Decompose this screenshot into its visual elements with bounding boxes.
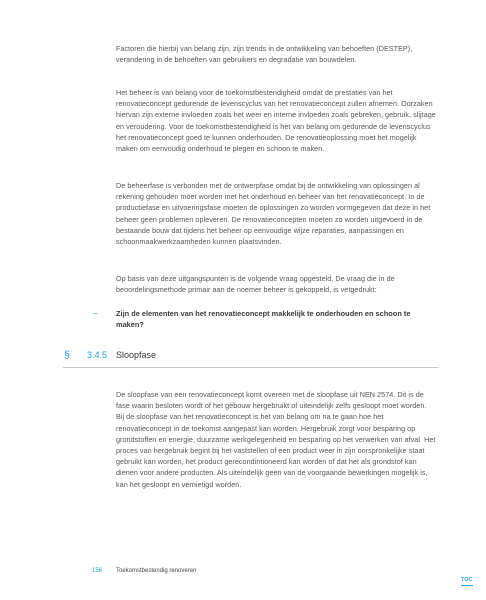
toc-link[interactable]: TOC (461, 577, 473, 583)
beheerfase-paragraph: De beheerfase is verbonden met de ontwerpfase omdat bij de ontwikkeling van oplossingen al rekening gehouden moet worden met het onderhoud en beheer van het renovatieconcept. In de productiefase en uitvoeringsfase moeten de oplossingen zo worden vormgegeven dat deze in het beheer geen problemen opleveren. De renovatieconcepten moeten zo worden uitgevoerd in de bestaande bouw dat tijdens het beheer op eenvoudige wijze reparaties, aanpassingen en schoonmaakwerkzaamheden kunnen plaatsvinden. (116, 181, 431, 247)
question-text: Zijn de elementen van het renovatieconcept makkelijk te onderhouden en schoon te maken? (116, 309, 411, 330)
uitgangspunten-paragraph: Op basis van deze uitgangspunten is de volgende vraag opgesteld. De vraag die in de beoordelingsmethode primair aan de noemer beheer is gekoppeld, is vetgedrukt: (116, 274, 395, 295)
page-footer (92, 567, 197, 575)
section-divider (63, 367, 438, 368)
sloopfase-paragraph: De sloopfase van een renovatieconcept komt overeen met de sloopfase uit NEN 2574. Dit is de fase waarin besloten wordt of het gebouw hergebruikt of uiteindelijk zelfs gesloopt moet worden. Bij de sloopfase van het renovatieconcept is het van belang om na te gaan hoe het renovatieconcept in de toekomst aangepast kan worden. Hergebruik zorgt voor besparing op grondstoffen en energie, duurzame werkgelegenheid en besparing op het verwerken van afval. Het proces van hergebruik begint bij het vaststellen of een product weer in zijn oorspronkelijke staat gebruikt kan worden, het product gerecondintioneerd kan worden of dat het als grondstof kan dienen voor andere producten. Als uiteindelijk geen van de voorgaande bewerkingen mogelijk is, kan het gesloopt en vernietigd worden. (116, 390, 436, 489)
page-number: 156 (92, 568, 103, 574)
section-number: 3.4.5 (87, 350, 108, 360)
beheer-paragraph: Het beheer is van belang voor de toekomstbestendigheid omdat de prestaties van het renovatieconcept gedurende de levenscyclus van het renovatieconcept zullen afnemen. Oorzaken hiervan zijn externe invloeden zoals het weer en interne invloeden zoals gebreken, gebruik, slijtage en veroudering. Voor de toekomstbestendigheid is het van belang om gedurende de levenscyclus het renovatieconcept goed te kunnen onderhouden. De renovatieoplossing moet het mogelijk maken om eenvoudig onderhoud te plegen en schoon te maken. (116, 88, 436, 154)
dash-bullet-icon: – (93, 309, 98, 318)
section-title: Sloopfase (116, 350, 157, 360)
section-symbol: § (64, 349, 70, 361)
intro-paragraph: Factoren die hierbij van belang zijn, zijn trends in de ontwikkeling van behoeften (DESTEP), verandering in de behoeften van gebruikers en degradatie van bouwdelen. (116, 44, 413, 65)
toc-underline (461, 585, 473, 586)
footer-document-title: Toekomstbestendig renoveren (116, 568, 197, 574)
